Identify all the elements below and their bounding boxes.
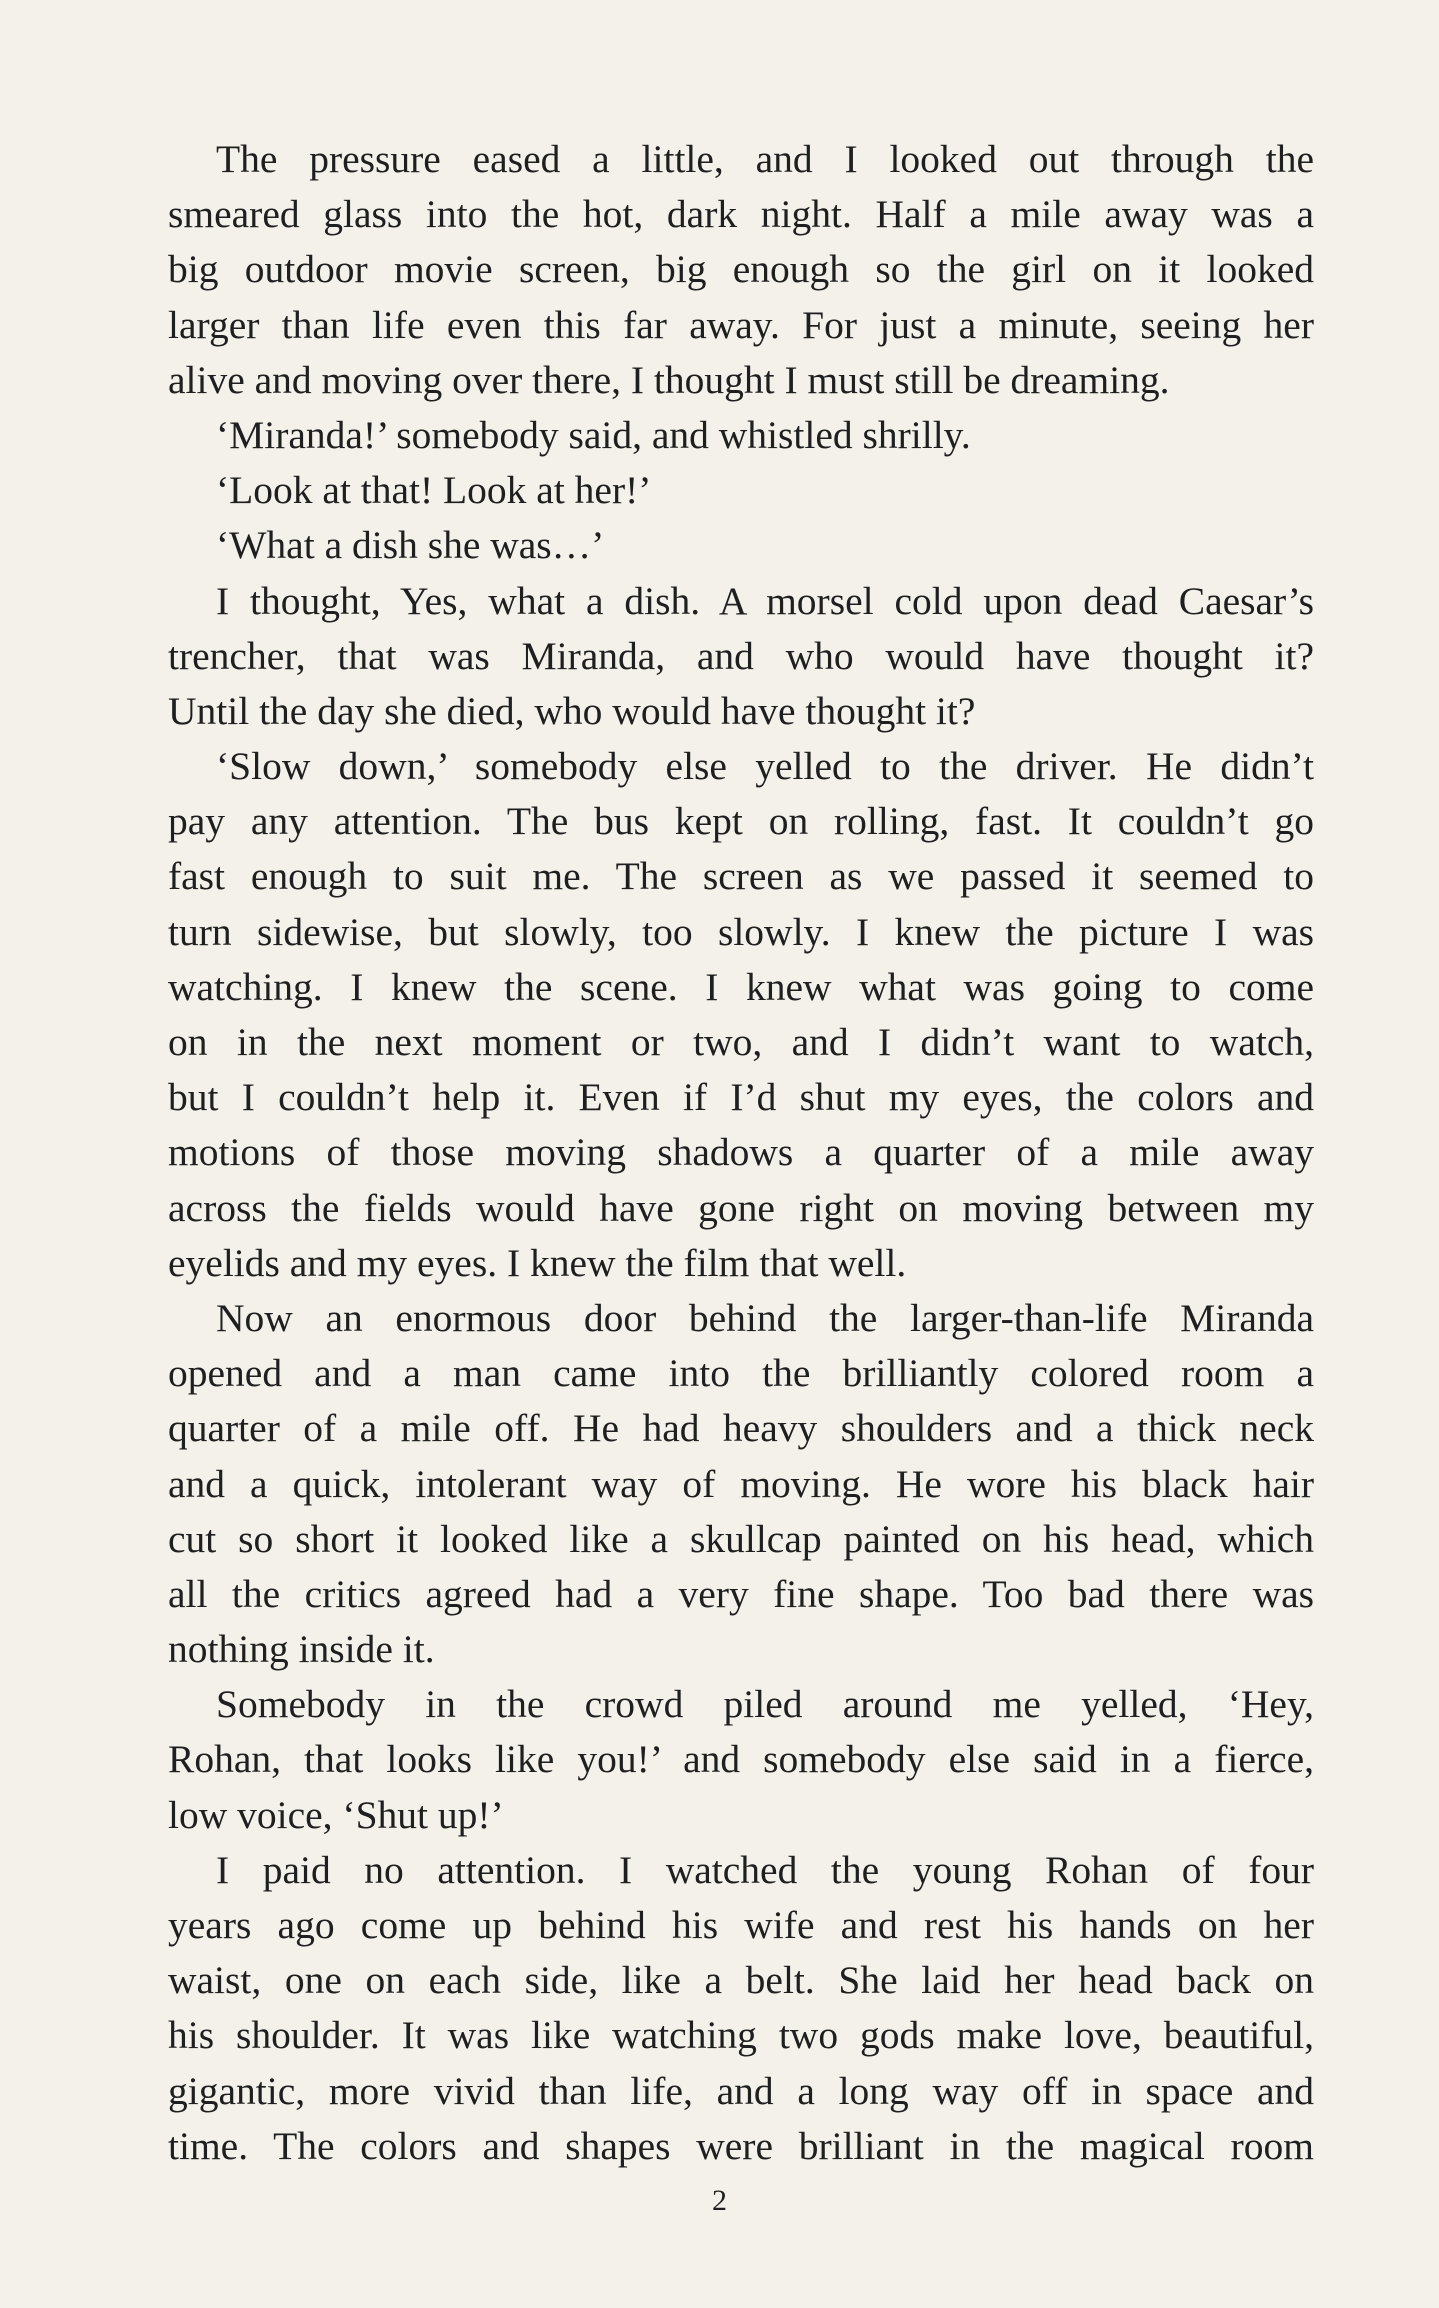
text-line: big outdoor movie screen, big enough so the girl on it looked	[168, 247, 1314, 292]
text-line: Rohan, that looks like you!’ and somebody else said in a fierce,	[168, 1737, 1314, 1782]
text-line: cut so short it looked like a skullcap painted on his head, which	[168, 1516, 1314, 1561]
text-line: ‘Slow down,’ somebody else yelled to the driver. He didn’t	[216, 744, 1314, 789]
text-line: gigantic, more vivid than life, and a long way off in space and	[168, 2068, 1314, 2113]
text-line: nothing inside it.	[168, 1627, 435, 1672]
text-line: smeared glass into the hot, dark night. Half a mile away was a	[168, 192, 1314, 237]
text-line: quarter of a mile off. He had heavy shoulders and a thick neck	[168, 1406, 1314, 1451]
text-line: across the fields would have gone right on moving between my	[168, 1185, 1314, 1230]
text-line: I paid no attention. I watched the young Rohan of four	[216, 1847, 1314, 1892]
text-line: motions of those moving shadows a quarter of a mile away	[168, 1130, 1314, 1175]
text-line: ‘Miranda!’ somebody said, and whistled shrilly.	[216, 412, 971, 457]
text-line: time. The colors and shapes were brilliant in the magical room	[168, 2123, 1314, 2168]
text-line: but I couldn’t help it. Even if I’d shut my eyes, the colors and	[168, 1075, 1314, 1120]
text-line: watching. I knew the scene. I knew what was going to come	[168, 964, 1314, 1009]
text-line: years ago come up behind his wife and rest his hands on her	[168, 1903, 1314, 1947]
text-line: his shoulder. It was like watching two gods make love, beautiful,	[168, 2013, 1314, 2058]
text-line: pay any attention. The bus kept on rolling, fast. It couldn’t go	[168, 799, 1314, 844]
text-line: ‘What a dish she was…’	[216, 523, 605, 568]
text-line: eyelids and my eyes. I knew the film that well.	[168, 1240, 907, 1285]
text-line: ‘Look at that! Look at her!’	[216, 468, 652, 513]
text-line: opened and a man came into the brilliantly colored room a	[168, 1351, 1314, 1396]
text-line: Now an enormous door behind the larger-than-life Miranda	[216, 1295, 1314, 1340]
text-line: Until the day she died, who would have thought it?	[168, 688, 976, 733]
text-line: waist, one on each side, like a belt. She laid her head back on	[168, 1958, 1314, 2003]
body-text	[168, 132, 1314, 2174]
text-line: on in the next moment or two, and I didn’t want to watch,	[168, 1020, 1314, 1064]
text-line: turn sidewise, but slowly, too slowly. I knew the picture I was	[168, 909, 1314, 954]
page-number: 2	[712, 2184, 727, 2217]
text-line: trencher, that was Miranda, and who would have thought it?	[168, 633, 1314, 678]
text-line: The pressure eased a little, and I looked out through the	[216, 137, 1314, 181]
text-line: Somebody in the crowd piled around me yelled, ‘Hey,	[216, 1682, 1314, 1727]
text-line: I thought, Yes, what a dish. A morsel cold upon dead Caesar’s	[216, 578, 1314, 623]
text-line: low voice, ‘Shut up!’	[168, 1792, 504, 1837]
text-line: alive and moving over there, I thought I must still be dreaming.	[168, 357, 1170, 402]
text-line: fast enough to suit me. The screen as we passed it seemed to	[168, 854, 1314, 899]
text-line: larger than life even this far away. For just a minute, seeing her	[168, 302, 1314, 347]
text-line: and a quick, intolerant way of moving. He wore his black hair	[168, 1461, 1314, 1506]
text-line: all the critics agreed had a very fine shape. Too bad there was	[168, 1571, 1314, 1616]
